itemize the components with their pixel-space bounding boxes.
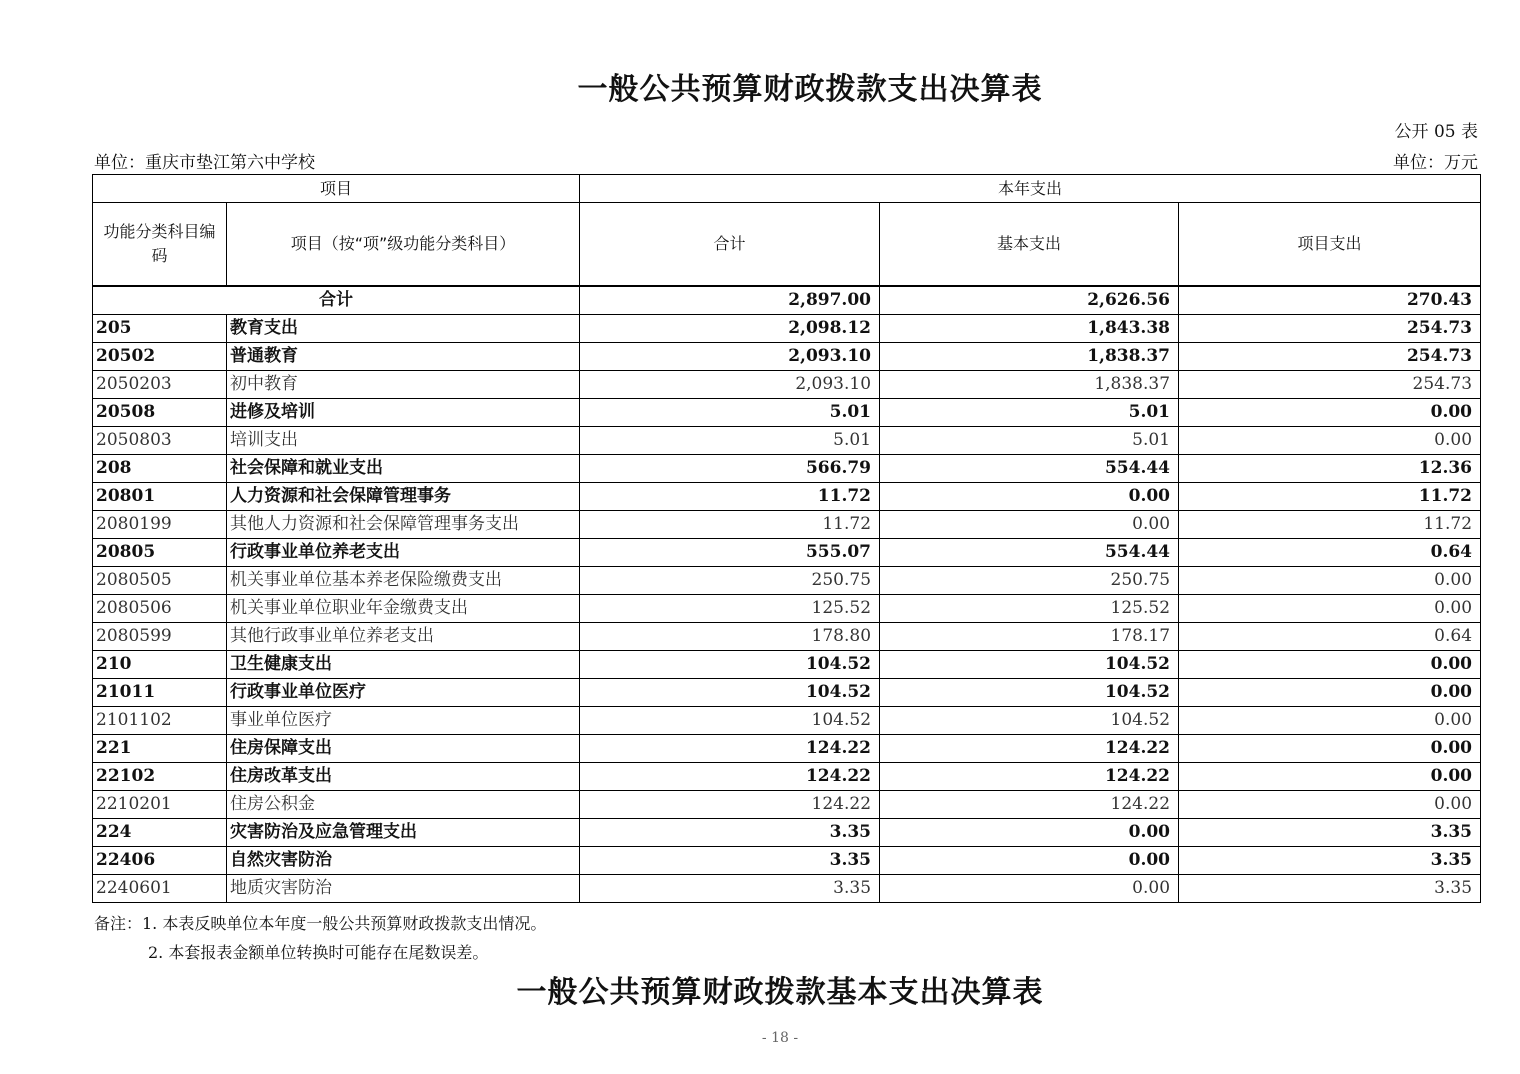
- row-total: 124.22: [580, 763, 880, 791]
- row-name: 普通教育: [227, 343, 580, 371]
- note-1: 备注：1. 本表反映单位本年度一般公共预算财政拨款支出情况。: [94, 914, 547, 933]
- unit-organization: 单位：重庆市垫江第六中学校: [94, 153, 315, 173]
- row-basic: 124.22: [880, 735, 1179, 763]
- row-name: 行政事业单位医疗: [227, 679, 580, 707]
- page-title: 一般公共预算财政拨款支出决算表: [577, 72, 1043, 107]
- table-row: [93, 707, 1481, 735]
- table-row: [93, 399, 1481, 427]
- row-name: 机关事业单位职业年金缴费支出: [227, 595, 580, 623]
- table-row: [93, 539, 1481, 567]
- header-row-2: [93, 203, 1481, 287]
- expense-table: [92, 174, 1481, 903]
- header-item: 项目: [93, 175, 580, 203]
- row-total: 3.35: [580, 847, 880, 875]
- row-project: 0.00: [1179, 707, 1481, 735]
- row-name: 其他人力资源和社会保障管理事务支出: [227, 511, 580, 539]
- row-basic: 5.01: [880, 427, 1179, 455]
- row-code: 208: [93, 455, 227, 483]
- row-total: 2,098.12: [580, 315, 880, 343]
- row-total: 178.80: [580, 623, 880, 651]
- row-total: 104.52: [580, 707, 880, 735]
- row-code: 2210201: [93, 791, 227, 819]
- row-name: 事业单位医疗: [227, 707, 580, 735]
- row-project: 0.00: [1179, 399, 1481, 427]
- row-basic: 178.17: [880, 623, 1179, 651]
- row-code: 2080505: [93, 567, 227, 595]
- row-project: 254.73: [1179, 315, 1481, 343]
- table-row: [93, 623, 1481, 651]
- row-basic: 554.44: [880, 455, 1179, 483]
- total-total: 2,897.00: [580, 286, 880, 315]
- row-total: 566.79: [580, 455, 880, 483]
- row-name: 住房保障支出: [227, 735, 580, 763]
- row-basic: 124.22: [880, 791, 1179, 819]
- row-project: 3.35: [1179, 875, 1481, 903]
- row-total: 555.07: [580, 539, 880, 567]
- row-total: 124.22: [580, 791, 880, 819]
- row-name: 灾害防治及应急管理支出: [227, 819, 580, 847]
- page-number: - 18 -: [761, 1030, 799, 1046]
- table-row: [93, 455, 1481, 483]
- table-row: [93, 875, 1481, 903]
- row-basic: 1,838.37: [880, 343, 1179, 371]
- row-project: 0.00: [1179, 791, 1481, 819]
- row-project: 0.64: [1179, 539, 1481, 567]
- row-code: 2080199: [93, 511, 227, 539]
- row-basic: 554.44: [880, 539, 1179, 567]
- row-code: 20805: [93, 539, 227, 567]
- table-row: [93, 343, 1481, 371]
- row-name: 机关事业单位基本养老保险缴费支出: [227, 567, 580, 595]
- row-project: 0.00: [1179, 427, 1481, 455]
- row-code: 21011: [93, 679, 227, 707]
- row-name: 其他行政事业单位养老支出: [227, 623, 580, 651]
- row-basic: 104.52: [880, 679, 1179, 707]
- row-name: 初中教育: [227, 371, 580, 399]
- total-row: [93, 286, 1481, 315]
- table-row: [93, 315, 1481, 343]
- row-code: 20502: [93, 343, 227, 371]
- table-row: [93, 735, 1481, 763]
- table-row: [93, 371, 1481, 399]
- row-total: 250.75: [580, 567, 880, 595]
- row-project: 0.00: [1179, 567, 1481, 595]
- note-2: 2. 本套报表金额单位转换时可能存在尾数误差。: [148, 943, 489, 962]
- row-code: 224: [93, 819, 227, 847]
- table-row: [93, 651, 1481, 679]
- header-year-expense: 本年支出: [580, 175, 1481, 203]
- header-basic: 基本支出: [880, 203, 1179, 287]
- row-basic: 250.75: [880, 567, 1179, 595]
- row-project: 0.64: [1179, 623, 1481, 651]
- row-name: 行政事业单位养老支出: [227, 539, 580, 567]
- row-code: 2050203: [93, 371, 227, 399]
- row-total: 5.01: [580, 399, 880, 427]
- header-total: 合计: [580, 203, 880, 287]
- row-code: 20801: [93, 483, 227, 511]
- row-code: 2240601: [93, 875, 227, 903]
- unit-currency: 单位：万元: [1393, 153, 1478, 173]
- row-basic: 125.52: [880, 595, 1179, 623]
- row-project: 0.00: [1179, 595, 1481, 623]
- row-code: 22102: [93, 763, 227, 791]
- row-basic: 5.01: [880, 399, 1179, 427]
- row-code: 20508: [93, 399, 227, 427]
- row-project: 0.00: [1179, 735, 1481, 763]
- table-row: [93, 567, 1481, 595]
- row-total: 2,093.10: [580, 371, 880, 399]
- row-total: 11.72: [580, 511, 880, 539]
- row-project: 11.72: [1179, 511, 1481, 539]
- row-basic: 1,838.37: [880, 371, 1179, 399]
- table-row: [93, 595, 1481, 623]
- row-name: 卫生健康支出: [227, 651, 580, 679]
- row-total: 125.52: [580, 595, 880, 623]
- row-project: 3.35: [1179, 819, 1481, 847]
- table-row: [93, 763, 1481, 791]
- header-project: 项目支出: [1179, 203, 1481, 287]
- row-total: 3.35: [580, 819, 880, 847]
- form-number: 公开 05 表: [1394, 122, 1478, 142]
- row-basic: 0.00: [880, 847, 1179, 875]
- row-total: 3.35: [580, 875, 880, 903]
- row-code: 2080506: [93, 595, 227, 623]
- table-row: [93, 427, 1481, 455]
- row-total: 104.52: [580, 679, 880, 707]
- row-name: 地质灾害防治: [227, 875, 580, 903]
- table-row: [93, 847, 1481, 875]
- row-project: 3.35: [1179, 847, 1481, 875]
- row-name: 人力资源和社会保障管理事务: [227, 483, 580, 511]
- next-table-title: 一般公共预算财政拨款基本支出决算表: [516, 975, 1044, 1010]
- row-total: 104.52: [580, 651, 880, 679]
- row-name: 培训支出: [227, 427, 580, 455]
- row-project: 0.00: [1179, 679, 1481, 707]
- row-project: 11.72: [1179, 483, 1481, 511]
- row-code: 2101102: [93, 707, 227, 735]
- row-name: 住房公积金: [227, 791, 580, 819]
- row-project: 0.00: [1179, 763, 1481, 791]
- header-row-1: [93, 175, 1481, 203]
- row-name: 教育支出: [227, 315, 580, 343]
- row-basic: 124.22: [880, 763, 1179, 791]
- row-code: 221: [93, 735, 227, 763]
- row-code: 210: [93, 651, 227, 679]
- table-row: [93, 679, 1481, 707]
- table-row: [93, 511, 1481, 539]
- header-item-name: 项目（按“项”级功能分类科目）: [227, 203, 580, 287]
- row-project: 12.36: [1179, 455, 1481, 483]
- table-row: [93, 483, 1481, 511]
- row-project: 0.00: [1179, 651, 1481, 679]
- header-code: 功能分类科目编码: [93, 203, 227, 287]
- row-basic: 1,843.38: [880, 315, 1179, 343]
- row-name: 住房改革支出: [227, 763, 580, 791]
- row-name: 社会保障和就业支出: [227, 455, 580, 483]
- row-code: 2080599: [93, 623, 227, 651]
- row-total: 11.72: [580, 483, 880, 511]
- row-name: 自然灾害防治: [227, 847, 580, 875]
- table-row: [93, 819, 1481, 847]
- table-row: [93, 791, 1481, 819]
- row-basic: 0.00: [880, 511, 1179, 539]
- row-basic: 104.52: [880, 651, 1179, 679]
- row-name: 进修及培训: [227, 399, 580, 427]
- total-project: 270.43: [1179, 286, 1481, 315]
- row-basic: 0.00: [880, 819, 1179, 847]
- row-code: 205: [93, 315, 227, 343]
- row-total: 2,093.10: [580, 343, 880, 371]
- row-code: 22406: [93, 847, 227, 875]
- total-basic: 2,626.56: [880, 286, 1179, 315]
- row-code: 2050803: [93, 427, 227, 455]
- row-project: 254.73: [1179, 343, 1481, 371]
- row-basic: 104.52: [880, 707, 1179, 735]
- total-label: 合计: [93, 286, 580, 315]
- row-basic: 0.00: [880, 483, 1179, 511]
- row-basic: 0.00: [880, 875, 1179, 903]
- row-project: 254.73: [1179, 371, 1481, 399]
- row-total: 124.22: [580, 735, 880, 763]
- row-total: 5.01: [580, 427, 880, 455]
